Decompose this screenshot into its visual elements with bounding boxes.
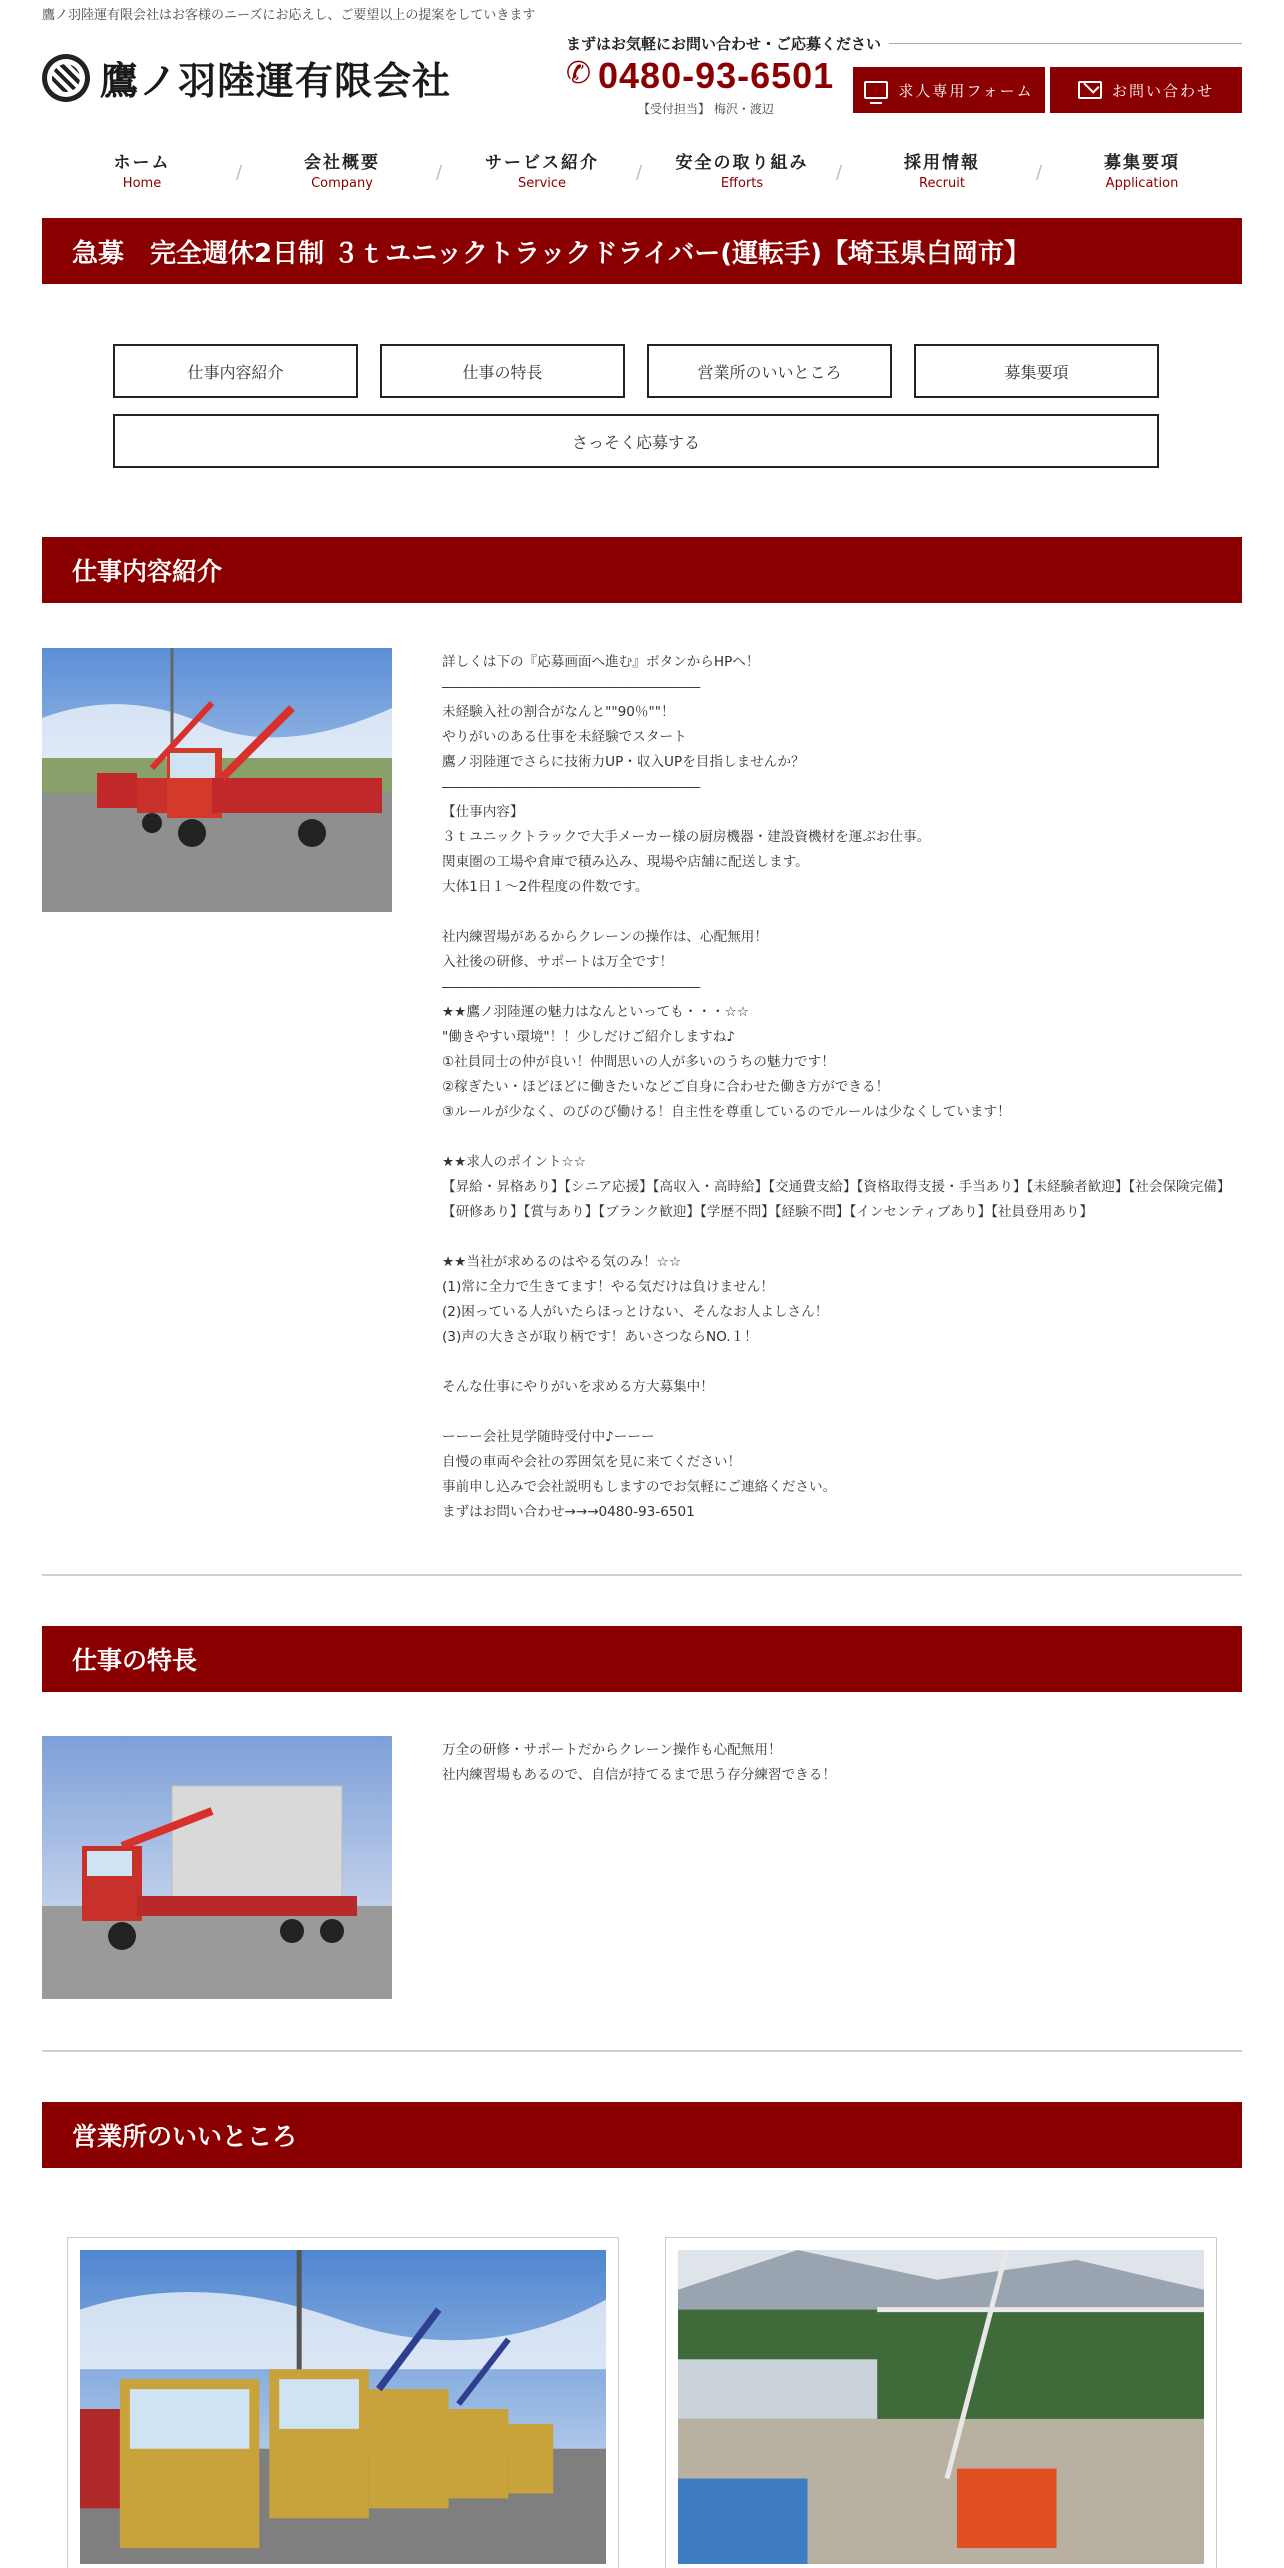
nav-label-jp: / 採用情報 <box>904 153 980 173</box>
header-phone[interactable] <box>566 55 834 97</box>
recruit-form-label: 求人専用フォーム <box>898 81 1034 100</box>
tab-features[interactable]: 仕事の特長 <box>380 344 625 398</box>
phone-reception-note: 【受付担当】 梅沢・渡辺 <box>638 102 774 116</box>
header-tagline: 鷹ノ羽陸運有限会社はお客様のニーズにお応えし、ご要望以上の提案をしていきます <box>42 8 536 23</box>
phone-icon <box>566 62 594 90</box>
office-photo-card <box>665 2237 1217 2568</box>
company-crest-icon <box>42 54 90 102</box>
tab-job-intro[interactable]: 仕事内容紹介 <box>113 344 358 398</box>
office-photo-card <box>67 2237 619 2568</box>
nav-label-jp: ホーム <box>113 153 171 173</box>
section-divider <box>42 2050 1242 2052</box>
contact-label: お問い合わせ <box>1111 81 1214 100</box>
section-divider <box>42 1574 1242 1576</box>
mail-icon <box>1078 81 1102 99</box>
nav-label-en: Recruit <box>919 176 965 191</box>
nav-label-en: Application <box>1105 176 1179 191</box>
nav-item-home[interactable] <box>42 148 242 191</box>
contact-catch-text: まずはお気軽にお問い合わせ・ご応募ください <box>566 35 882 53</box>
crane-worksite-photo <box>678 2250 1204 2564</box>
contact-button[interactable] <box>1050 67 1242 113</box>
crane-truck-loading-photo <box>42 1736 392 1999</box>
company-name: 鷹ノ羽陸運有限会社 <box>100 58 452 103</box>
nav-item-recruit[interactable] <box>842 148 1042 191</box>
catch-divider <box>889 43 1242 44</box>
nav-label-jp: / 安全の取り組み <box>675 153 809 173</box>
site-logo[interactable] <box>42 50 451 105</box>
nav-item-company[interactable] <box>242 148 442 191</box>
section-heading-job-intro: 仕事内容紹介 <box>42 537 1242 603</box>
nav-label-en: Efforts <box>720 176 764 191</box>
nav-item-service[interactable] <box>442 148 642 191</box>
nav-label-jp: / サービス紹介 <box>485 153 599 173</box>
recruit-form-button[interactable] <box>853 67 1045 113</box>
computer-icon <box>864 81 888 99</box>
section-heading-features: 仕事の特長 <box>42 1626 1242 1692</box>
nav-label-en: Home <box>122 176 162 191</box>
nav-item-efforts[interactable] <box>642 148 842 191</box>
crane-trucks-photo <box>42 648 392 912</box>
tab-requirements[interactable]: 募集要項 <box>914 344 1159 398</box>
contact-catchphrase <box>566 33 1242 54</box>
nav-item-application[interactable] <box>1042 148 1242 191</box>
global-nav <box>42 148 1242 191</box>
section-heading-office: 営業所のいいところ <box>42 2102 1242 2168</box>
nav-label-jp: / 会社概要 <box>304 153 380 173</box>
job-intro-text: 詳しくは下の『応募画面へ進む』ボタンからHPへ！ ――――――――――――――――――― 未経験入社の割合がなんと""90％""！ やりがいのある仕事を未経験でスタート 鷹ノ羽陸運でさらに技術力UP・収入UPを目指しませんか？ ――――――――――――――――――― 【仕事内容】 ３ｔユニックトラックで大手メーカー様の厨房機器・建設資機材を運ぶお仕事。 関東圏の工場や倉庫で積み込み、現場や店舗に配送します。 大体1日１～2件程度の件数です。 社内練習場があるからクレーンの操作は、心配無用！ 入社後の研修、サポートは万全です！ ――――――――――――――――――― ★★鷹ノ羽陸運の魅力はなんといっても・・・☆☆ "働きやすい環境"！！少しだけご紹介しますね♪ ①社員同士の仲が良い！仲間思いの人が多いのうちの魅力です！ ②稼ぎたい・ほどほどに働きたいなどご自身に合わせた働き方ができる！ ③ルールが少なく、のびのび働ける！自主性を尊重しているのでルールは少なくしています！ ★★求人のポイント☆☆ 【昇給・昇格あり】【シニア応援】【高収入・高時給】【交通費支給】【資格取得支援・手当あり】【未経験者歓迎】【社会保険完備】【研修あり】【賞与あり】【ブランク歓迎】【学歴不問】【経験不問】【インセンティブあり】【社員登用あり】 ★★当社が求めるのはやる気のみ！☆☆ (1)常に全力で生きてます！やる気だけは負けません！ (2)困っている人がいたらほっとけない、そんなお人よしさん！ (3)声の大きさが取り柄です！あいさつならNO.１！ そんな仕事にやりがいを求める方大募集中！ ーーー会社見学随時受付中♪ーーー 自慢の車両や会社の雰囲気を見に来てください！ 事前申し込みで会社説明もしますのでお気軽にご連絡ください。 まずはお問い合わせ→→→0480-93-6501 <box>442 654 1231 1520</box>
job-title: 急募 完全週休2日制 ３ｔユニックトラックドライバー(運転手)【埼玉県白岡市】 <box>42 218 1242 284</box>
phone-number[interactable]: 0480-93-6501 <box>598 55 835 96</box>
truck-fleet-photo <box>80 2250 606 2564</box>
features-text: 万全の研修・サポートだからクレーン操作も心配無用！ 社内練習場もあるので、自信が持てるまで思う存分練習できる！ <box>442 1742 836 1783</box>
nav-label-en: Company <box>311 176 373 191</box>
nav-label-jp: / 募集要項 <box>1104 153 1180 173</box>
tab-office[interactable]: 営業所のいいところ <box>647 344 892 398</box>
nav-label-en: Service <box>517 176 567 191</box>
apply-button[interactable]: さっそく応募する <box>113 414 1159 468</box>
